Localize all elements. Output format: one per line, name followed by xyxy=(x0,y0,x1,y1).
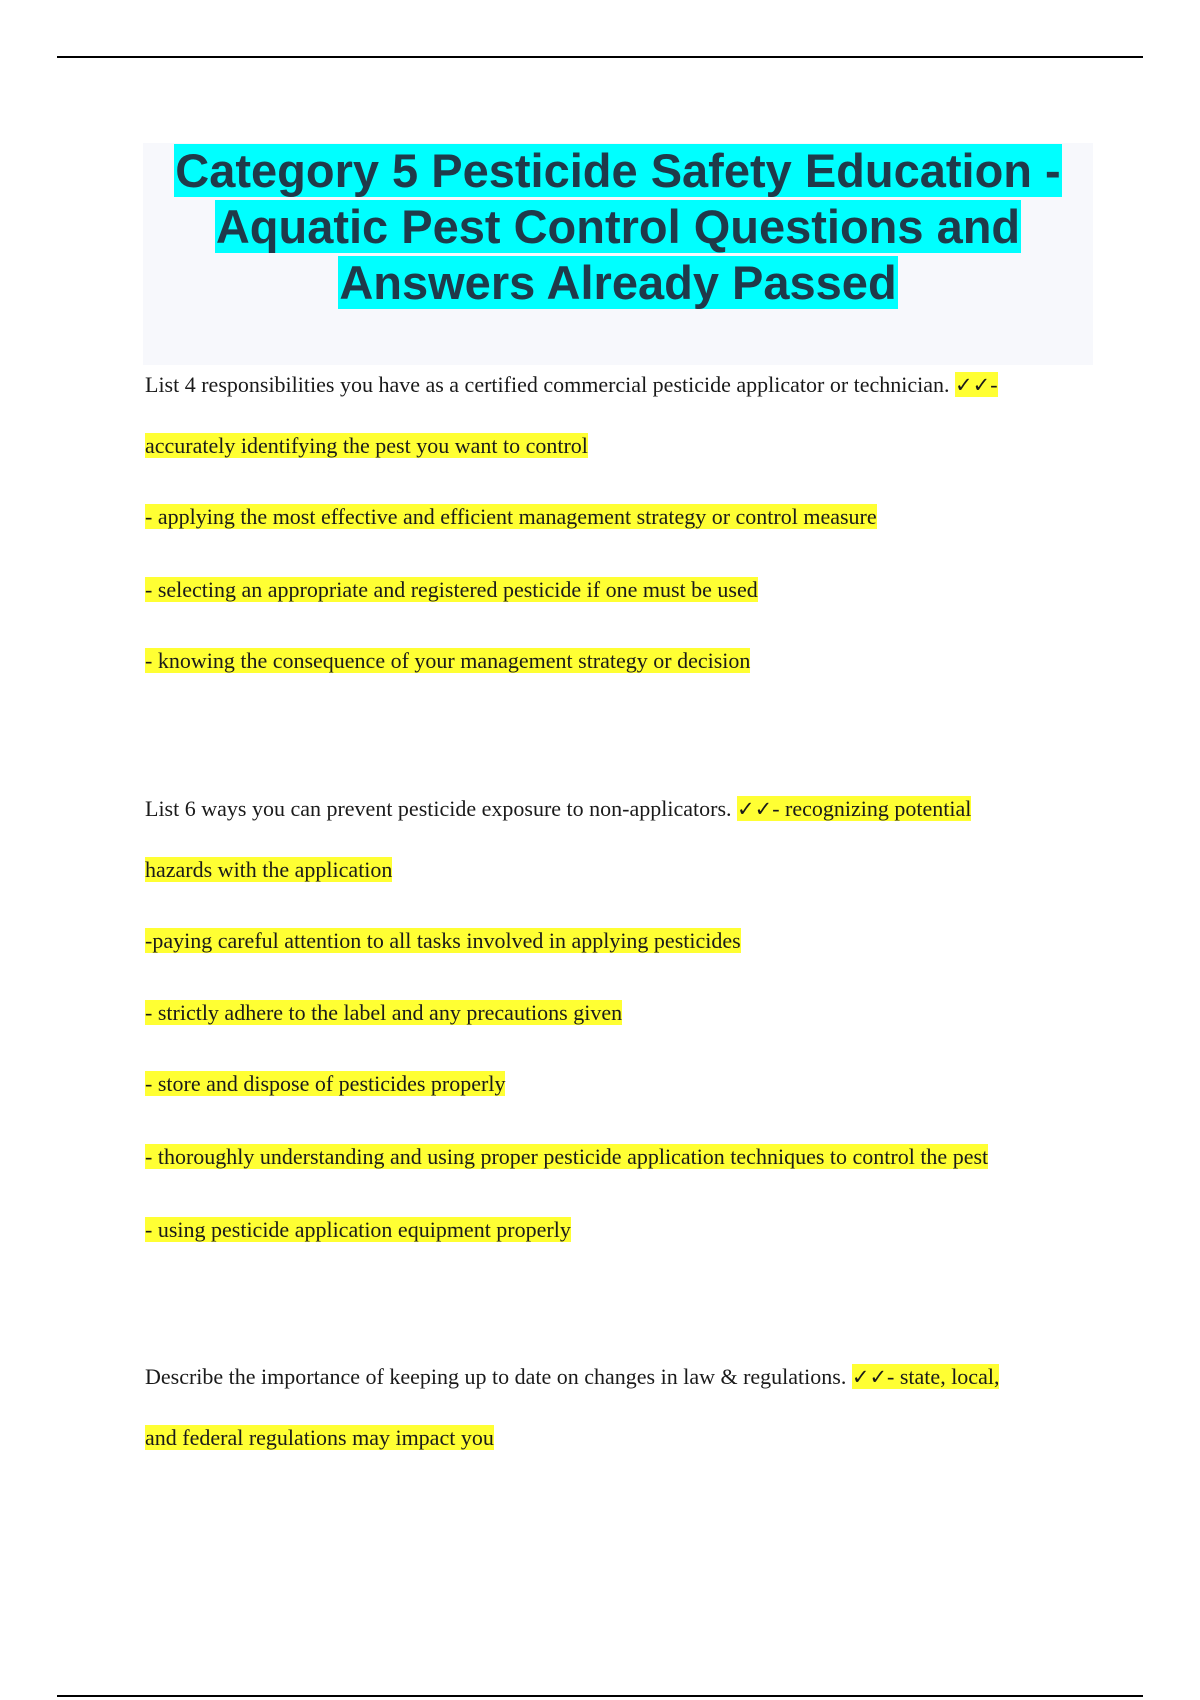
question-2 xyxy=(145,794,971,824)
answer-2-line-3: - strictly adhere to the label and any precautions given xyxy=(145,1000,623,1025)
answer-2-line-5: - thoroughly understanding and using proper pesticide application techniques to control the pest xyxy=(145,1144,989,1169)
title-line-3: Answers Already Passed xyxy=(339,256,897,309)
answer-1-tail: - xyxy=(990,372,998,397)
title-line-2: Aquatic Pest Control Questions and xyxy=(215,200,1021,253)
answer-1-line-2: - applying the most effective and efficient management strategy or control measure xyxy=(145,504,877,529)
answer-3-line-1: and federal regulations may impact you xyxy=(145,1425,494,1450)
check-mark-icon: ✓✓ xyxy=(851,1365,888,1389)
check-mark-icon: ✓✓ xyxy=(955,373,991,397)
header-rule xyxy=(57,56,1143,58)
question-1 xyxy=(145,370,998,400)
answer-2-marker xyxy=(737,796,971,821)
question-1-text: List 4 responsibilities you have as a certified commercial pesticide applicator or technician. xyxy=(145,372,950,397)
footer-rule xyxy=(57,1695,1143,1697)
answer-1-marker xyxy=(955,372,998,397)
answer-2-line-4: - store and dispose of pesticides properly xyxy=(145,1071,506,1096)
check-mark-icon: ✓✓ xyxy=(737,797,773,821)
answer-1-line-1: accurately identifying the pest you want to control xyxy=(145,433,588,458)
answer-2-line-2: -paying careful attention to all tasks involved in applying pesticides xyxy=(145,928,741,953)
answer-1-line-4: - knowing the consequence of your management strategy or decision xyxy=(145,648,751,673)
answer-2-line-1: hazards with the application xyxy=(145,857,393,882)
answer-2-line-6: - using pesticide application equipment properly xyxy=(145,1217,571,1242)
title-line-1: Category 5 Pesticide Safety Education - xyxy=(175,144,1061,197)
document-title xyxy=(143,143,1093,311)
answer-3-tail: - state, local, xyxy=(887,1364,1000,1389)
answer-1-line-3: - selecting an appropriate and registered pesticide if one must be used xyxy=(145,577,758,602)
question-3 xyxy=(145,1362,999,1392)
answer-2-tail: - recognizing potential xyxy=(772,796,972,821)
question-2-text: List 6 ways you can prevent pesticide exposure to non-applicators. xyxy=(145,796,732,821)
question-3-text: Describe the importance of keeping up to date on changes in law & regulations. xyxy=(145,1364,847,1389)
answer-3-marker xyxy=(852,1364,1000,1389)
